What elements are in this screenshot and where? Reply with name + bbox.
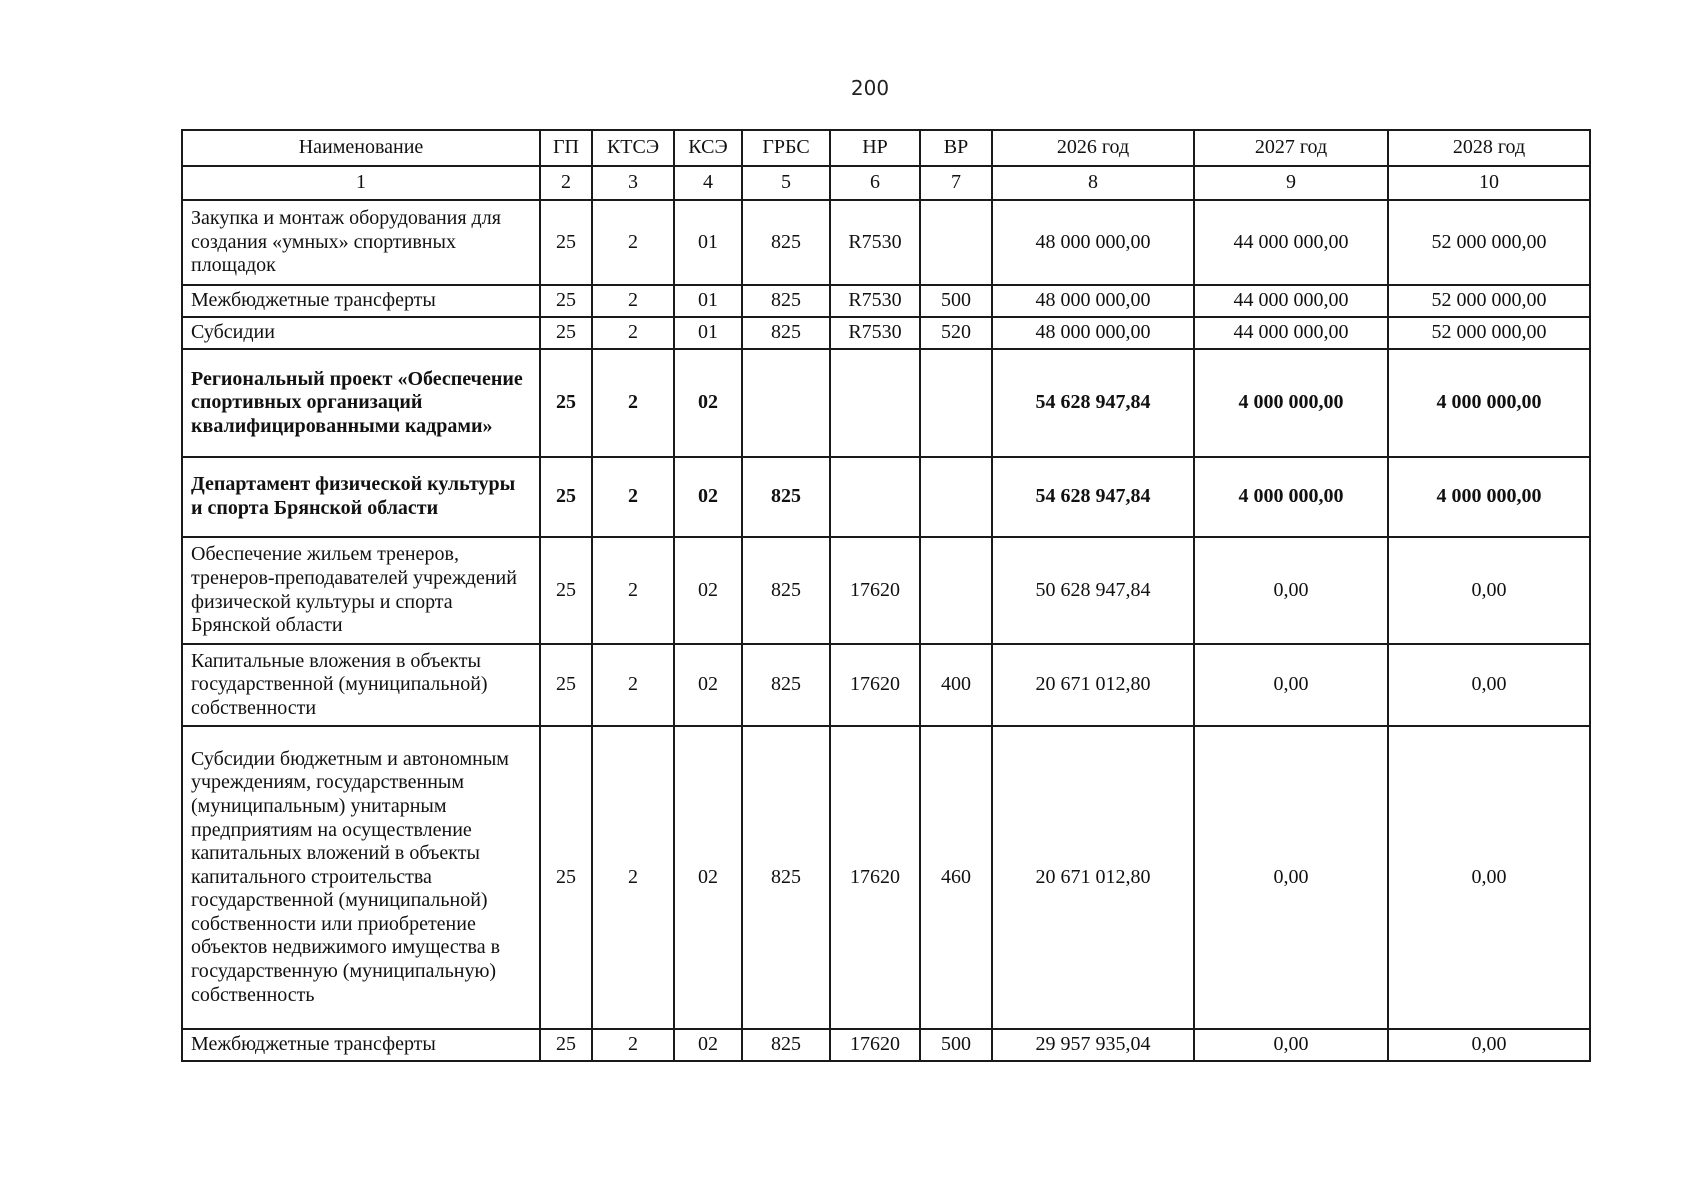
row-grbs xyxy=(742,349,830,457)
row-name: Субсидии бюджетным и автономным учреждениям, государственным (муниципальным) унитарным предприятиям на осуществление капитальных вложений в объекты капитального строительства государственной (муниципальной) собственности или приобретение объектов недвижимого имущества в государственную (муниципальную) собственность xyxy=(182,726,540,1029)
row-gp: 25 xyxy=(540,200,592,285)
row-ktse: 2 xyxy=(592,1029,674,1061)
row-kse: 02 xyxy=(674,1029,742,1061)
row-2028: 0,00 xyxy=(1388,537,1590,644)
row-ktse: 2 xyxy=(592,349,674,457)
column-number: 8 xyxy=(992,166,1194,200)
row-2027: 4 000 000,00 xyxy=(1194,349,1388,457)
row-gp: 25 xyxy=(540,726,592,1029)
row-kse: 01 xyxy=(674,285,742,317)
table-row xyxy=(182,285,1590,317)
row-2026: 20 671 012,80 xyxy=(992,644,1194,726)
row-ktse: 2 xyxy=(592,200,674,285)
row-2027: 0,00 xyxy=(1194,644,1388,726)
row-2027: 0,00 xyxy=(1194,537,1388,644)
row-2026: 48 000 000,00 xyxy=(992,200,1194,285)
row-2028: 4 000 000,00 xyxy=(1388,349,1590,457)
row-2026: 54 628 947,84 xyxy=(992,457,1194,537)
table-row xyxy=(182,349,1590,457)
header-2027: 2027 год xyxy=(1194,130,1388,166)
row-2027: 0,00 xyxy=(1194,1029,1388,1061)
row-name: Межбюджетные трансферты xyxy=(182,1029,540,1061)
header-row xyxy=(182,130,1590,166)
header-vr: ВР xyxy=(920,130,992,166)
page-number: 200 xyxy=(850,76,890,100)
row-ktse: 2 xyxy=(592,644,674,726)
row-grbs: 825 xyxy=(742,644,830,726)
row-nr: 17620 xyxy=(830,644,920,726)
row-grbs: 825 xyxy=(742,200,830,285)
row-gp: 25 xyxy=(540,457,592,537)
row-kse: 02 xyxy=(674,349,742,457)
row-kse: 02 xyxy=(674,537,742,644)
row-name: Департамент физической культуры и спорта Брянской области xyxy=(182,457,540,537)
row-name: Региональный проект «Обеспечение спортивных организаций квалифицированными кадрами» xyxy=(182,349,540,457)
row-kse: 01 xyxy=(674,200,742,285)
row-nr xyxy=(830,349,920,457)
row-2028: 0,00 xyxy=(1388,726,1590,1029)
row-gp: 25 xyxy=(540,1029,592,1061)
row-vr: 460 xyxy=(920,726,992,1029)
row-2026: 54 628 947,84 xyxy=(992,349,1194,457)
column-number: 6 xyxy=(830,166,920,200)
table-row xyxy=(182,317,1590,349)
column-number: 1 xyxy=(182,166,540,200)
row-2027: 4 000 000,00 xyxy=(1194,457,1388,537)
row-grbs: 825 xyxy=(742,537,830,644)
row-nr: 17620 xyxy=(830,1029,920,1061)
column-number: 9 xyxy=(1194,166,1388,200)
row-vr xyxy=(920,457,992,537)
row-kse: 02 xyxy=(674,457,742,537)
table-row xyxy=(182,726,1590,1029)
header-grbs: ГРБС xyxy=(742,130,830,166)
column-number: 5 xyxy=(742,166,830,200)
row-name: Субсидии xyxy=(182,317,540,349)
row-2028: 52 000 000,00 xyxy=(1388,317,1590,349)
row-nr: R7530 xyxy=(830,285,920,317)
row-2026: 48 000 000,00 xyxy=(992,285,1194,317)
header-2026: 2026 год xyxy=(992,130,1194,166)
table-row xyxy=(182,537,1590,644)
row-grbs: 825 xyxy=(742,457,830,537)
header-gp: ГП xyxy=(540,130,592,166)
row-nr xyxy=(830,457,920,537)
row-kse: 02 xyxy=(674,726,742,1029)
header-name: Наименование xyxy=(182,130,540,166)
table-row xyxy=(182,1029,1590,1061)
column-number-row xyxy=(182,166,1590,200)
column-number: 7 xyxy=(920,166,992,200)
row-name: Межбюджетные трансферты xyxy=(182,285,540,317)
column-number: 3 xyxy=(592,166,674,200)
row-gp: 25 xyxy=(540,644,592,726)
header-kse: КСЭ xyxy=(674,130,742,166)
row-vr xyxy=(920,200,992,285)
row-vr: 400 xyxy=(920,644,992,726)
budget-table xyxy=(181,129,1591,1062)
row-gp: 25 xyxy=(540,537,592,644)
row-gp: 25 xyxy=(540,349,592,457)
row-gp: 25 xyxy=(540,285,592,317)
row-2027: 44 000 000,00 xyxy=(1194,200,1388,285)
column-number: 4 xyxy=(674,166,742,200)
header-ktse: КТСЭ xyxy=(592,130,674,166)
row-2028: 0,00 xyxy=(1388,644,1590,726)
row-nr: 17620 xyxy=(830,726,920,1029)
row-name: Капитальные вложения в объекты государственной (муниципальной) собственности xyxy=(182,644,540,726)
row-nr: R7530 xyxy=(830,317,920,349)
row-ktse: 2 xyxy=(592,537,674,644)
row-2026: 48 000 000,00 xyxy=(992,317,1194,349)
row-2026: 50 628 947,84 xyxy=(992,537,1194,644)
row-vr: 500 xyxy=(920,285,992,317)
header-nr: НР xyxy=(830,130,920,166)
row-2028: 52 000 000,00 xyxy=(1388,200,1590,285)
row-grbs: 825 xyxy=(742,317,830,349)
row-2026: 29 957 935,04 xyxy=(992,1029,1194,1061)
row-name: Обеспечение жильем тренеров, тренеров-преподавателей учреждений физической культуры и спорта Брянской области xyxy=(182,537,540,644)
column-number: 10 xyxy=(1388,166,1590,200)
row-2028: 0,00 xyxy=(1388,1029,1590,1061)
row-2026: 20 671 012,80 xyxy=(992,726,1194,1029)
row-grbs: 825 xyxy=(742,726,830,1029)
row-kse: 01 xyxy=(674,317,742,349)
header-2028: 2028 год xyxy=(1388,130,1590,166)
row-ktse: 2 xyxy=(592,457,674,537)
row-vr xyxy=(920,537,992,644)
row-ktse: 2 xyxy=(592,726,674,1029)
table-row xyxy=(182,644,1590,726)
row-nr: R7530 xyxy=(830,200,920,285)
row-nr: 17620 xyxy=(830,537,920,644)
row-2027: 0,00 xyxy=(1194,726,1388,1029)
table-row xyxy=(182,200,1590,285)
row-grbs: 825 xyxy=(742,285,830,317)
row-2027: 44 000 000,00 xyxy=(1194,317,1388,349)
row-kse: 02 xyxy=(674,644,742,726)
row-2028: 4 000 000,00 xyxy=(1388,457,1590,537)
row-vr xyxy=(920,349,992,457)
row-2028: 52 000 000,00 xyxy=(1388,285,1590,317)
row-vr: 520 xyxy=(920,317,992,349)
column-number: 2 xyxy=(540,166,592,200)
row-name: Закупка и монтаж оборудования для создания «умных» спортивных площадок xyxy=(182,200,540,285)
row-gp: 25 xyxy=(540,317,592,349)
row-vr: 500 xyxy=(920,1029,992,1061)
row-ktse: 2 xyxy=(592,317,674,349)
table-row xyxy=(182,457,1590,537)
row-ktse: 2 xyxy=(592,285,674,317)
row-2027: 44 000 000,00 xyxy=(1194,285,1388,317)
row-grbs: 825 xyxy=(742,1029,830,1061)
